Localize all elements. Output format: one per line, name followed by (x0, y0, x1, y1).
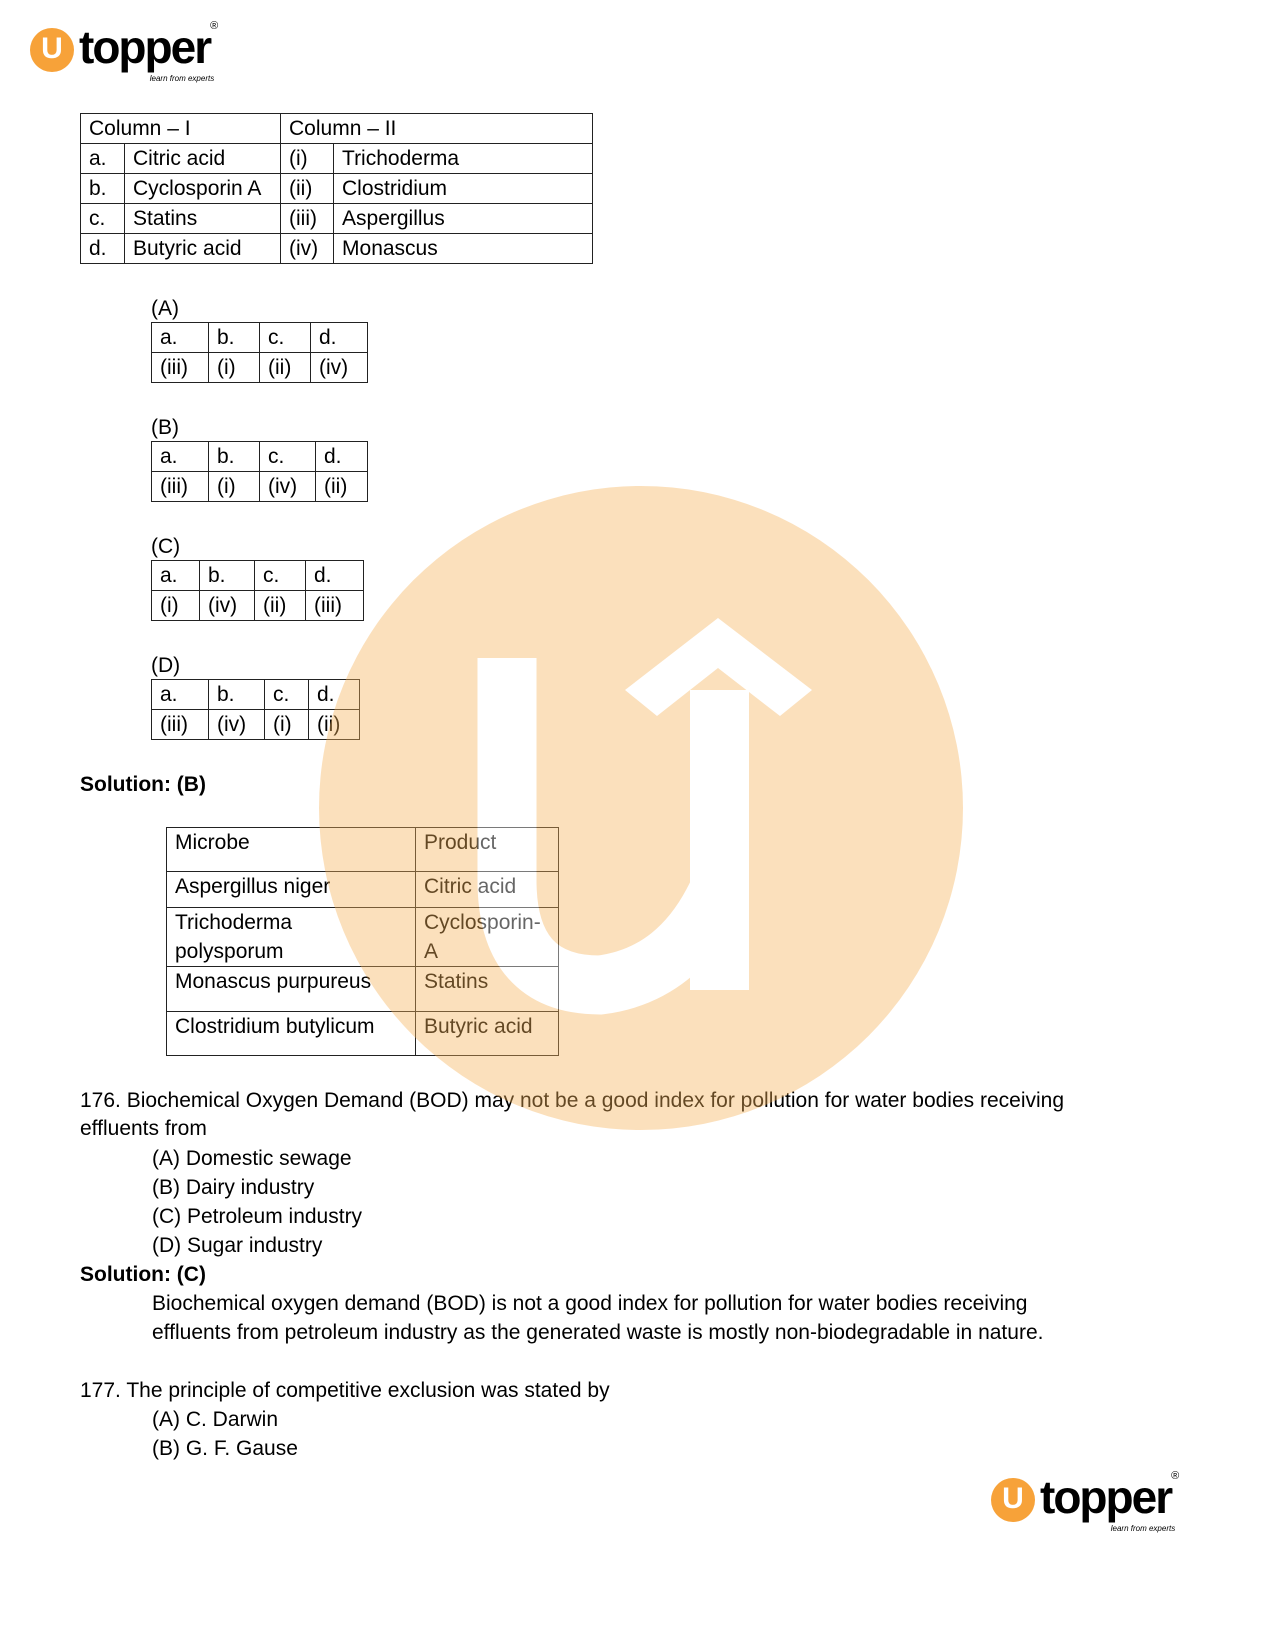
logo-u-icon: U (30, 28, 74, 72)
table-cell: Column – I (81, 114, 281, 144)
table-cell: (ii) (309, 710, 360, 740)
table-cell: Column – II (281, 114, 593, 144)
table-row (152, 680, 360, 710)
topper-logo-top (30, 22, 218, 88)
table-row (167, 908, 559, 967)
table-cell: Citric acid (416, 872, 559, 908)
table-cell: (iii) (281, 204, 334, 234)
table-cell: (iv) (200, 591, 255, 621)
table-cell: Clostridium butylicum (167, 1012, 416, 1056)
table-row (152, 710, 360, 740)
option-c-table (151, 560, 364, 621)
table-cell: d. (306, 561, 364, 591)
table-cell: Cyclosporin A (125, 174, 281, 204)
table-cell: (ii) (316, 472, 368, 502)
table-cell: (iii) (306, 591, 364, 621)
table-cell: Statins (125, 204, 281, 234)
table-cell: c. (265, 680, 309, 710)
table-cell: a. (81, 144, 125, 174)
q176-option-b: (B) Dairy industry (152, 1176, 315, 1199)
table-cell: (i) (209, 472, 260, 502)
option-b-table (151, 441, 368, 502)
topper-logo-bottom (991, 1472, 1179, 1538)
table-cell: b. (209, 680, 265, 710)
option-a-table (151, 322, 368, 383)
watermark-arrow-head-icon (625, 618, 812, 716)
logo-tagline: learn from experts (149, 74, 215, 83)
table-row (81, 174, 593, 204)
logo-tagline: learn from experts (1110, 1524, 1176, 1533)
table-cell: (i) (281, 144, 334, 174)
table-cell: Statins (416, 967, 559, 1012)
table-row (167, 1012, 559, 1056)
table-cell: c. (260, 442, 316, 472)
table-cell: (iii) (152, 353, 209, 383)
table-row (167, 872, 559, 908)
table-cell: a. (152, 680, 209, 710)
logo-wordmark: topper (79, 21, 211, 73)
option-d-label: (D) (151, 654, 181, 677)
table-row (152, 561, 364, 591)
table-cell: (i) (152, 591, 200, 621)
match-table (80, 113, 593, 264)
table-cell: Microbe (167, 828, 416, 872)
table-cell: Aspergillus niger (167, 872, 416, 908)
table-cell: (ii) (255, 591, 306, 621)
table-cell: (ii) (281, 174, 334, 204)
table-cell: Butyric acid (416, 1012, 559, 1056)
table-cell: Citric acid (125, 144, 281, 174)
table-cell: d. (309, 680, 360, 710)
table-cell: Trichoderma (334, 144, 593, 174)
table-cell: Monascus purpureus (167, 967, 416, 1012)
table-cell: Clostridium (334, 174, 593, 204)
logo-u-icon: U (991, 1478, 1035, 1522)
table-row (81, 204, 593, 234)
logo-wordmark: topper (1040, 1471, 1172, 1523)
table-cell: a. (152, 442, 209, 472)
q176-option-a: (A) Domestic sewage (152, 1147, 352, 1170)
solution-table (166, 827, 559, 1056)
option-d-table (151, 679, 360, 740)
table-cell: (i) (209, 353, 260, 383)
q176-explanation-line1: Biochemical oxygen demand (BOD) is not a good index for pollution for water bodies receiving (152, 1292, 1028, 1315)
table-cell: c. (81, 204, 125, 234)
table-cell: b. (209, 442, 260, 472)
solution-175: Solution: (B) (80, 773, 206, 796)
table-row (152, 323, 368, 353)
table-cell: (iv) (209, 710, 265, 740)
table-row (152, 353, 368, 383)
table-cell: b. (200, 561, 255, 591)
q176-solution: Solution: (C) (80, 1263, 206, 1286)
q176-option-d: (D) Sugar industry (152, 1234, 323, 1257)
registered-mark: ® (1171, 1470, 1180, 1482)
table-cell: Aspergillus (334, 204, 593, 234)
watermark-arrow-shaft (690, 690, 749, 990)
table-row (152, 591, 364, 621)
table-cell: d. (311, 323, 368, 353)
table-row (152, 442, 368, 472)
option-c-label: (C) (151, 535, 181, 558)
table-cell: d. (316, 442, 368, 472)
table-cell: c. (255, 561, 306, 591)
table-cell: (iv) (260, 472, 316, 502)
table-cell: (iii) (152, 472, 209, 502)
q177-text: 177. The principle of competitive exclusion was stated by (80, 1379, 610, 1402)
table-cell: (ii) (260, 353, 311, 383)
option-a-label: (A) (151, 297, 179, 320)
q176-explanation-line2: effluents from petroleum industry as the generated waste is mostly non-biodegradable in nature. (152, 1321, 1044, 1344)
table-cell: (iii) (152, 710, 209, 740)
table-row (152, 472, 368, 502)
table-row (81, 234, 593, 264)
q177-option-a: (A) C. Darwin (152, 1408, 279, 1431)
table-cell: a. (152, 323, 209, 353)
table-cell: Product (416, 828, 559, 872)
q176-text-line1: 176. Biochemical Oxygen Demand (BOD) may not be a good index for pollution for water bodies receiving (80, 1089, 1065, 1112)
table-cell: c. (260, 323, 311, 353)
option-b-label: (B) (151, 416, 179, 439)
table-row (167, 967, 559, 1012)
table-cell: d. (81, 234, 125, 264)
table-cell: (iv) (281, 234, 334, 264)
table-cell: (i) (265, 710, 309, 740)
registered-mark: ® (210, 20, 219, 32)
table-cell: Trichoderma polysporum (167, 908, 416, 967)
table-cell: Monascus (334, 234, 593, 264)
table-cell: b. (209, 323, 260, 353)
table-cell: b. (81, 174, 125, 204)
table-cell: a. (152, 561, 200, 591)
table-row (167, 828, 559, 872)
table-cell: Butyric acid (125, 234, 281, 264)
q176-text-line2: effluents from (80, 1117, 207, 1140)
table-cell: (iv) (311, 353, 368, 383)
table-cell: Cyclosporin- A (416, 908, 559, 967)
table-row (81, 144, 593, 174)
q177-option-b: (B) G. F. Gause (152, 1437, 298, 1460)
q176-option-c: (C) Petroleum industry (152, 1205, 363, 1228)
table-row (81, 114, 593, 144)
